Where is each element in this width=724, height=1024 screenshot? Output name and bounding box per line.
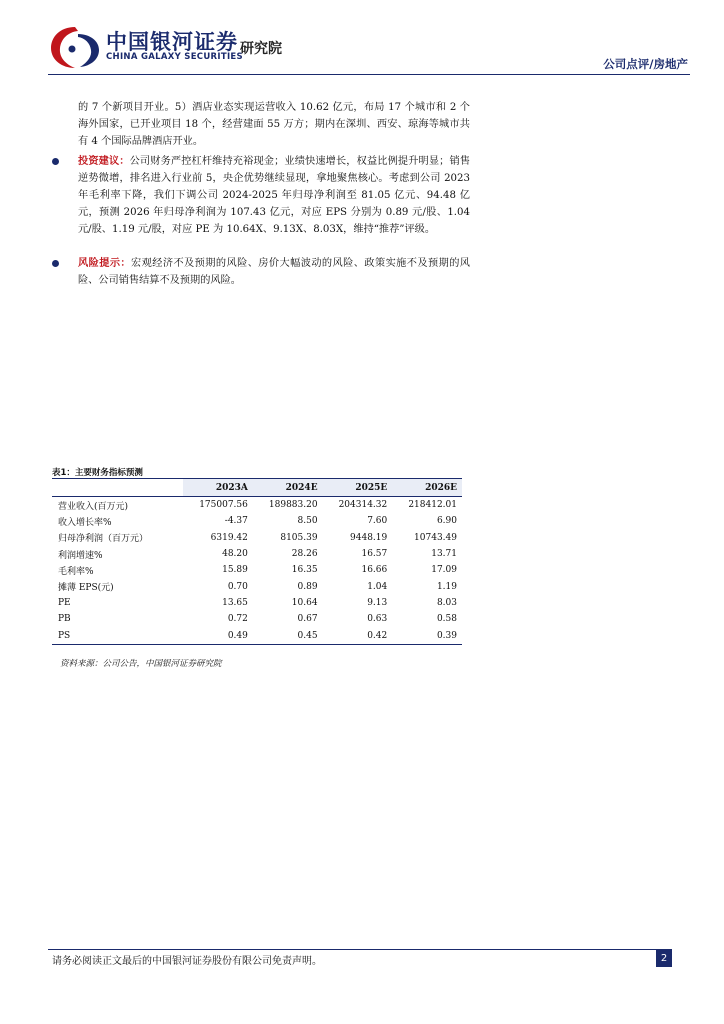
table-cell: 9.13 — [367, 597, 388, 608]
table-cell: 13.71 — [431, 549, 457, 560]
financial-forecast-table — [52, 478, 462, 645]
table-cell: 8.50 — [297, 516, 318, 527]
table-cell: 7.60 — [367, 516, 388, 527]
table-cell: 218412.01 — [408, 500, 457, 511]
row-label: 利润增速% — [58, 550, 103, 561]
brand-name-cn: 中国银河证券 — [106, 30, 238, 54]
table-cell: 15.89 — [222, 565, 248, 576]
bullet-risk-body: 宏观经济不及预期的风险、房价大幅波动的风险、政策实施不及预期的风险、公司销售结算不及预期的风险。 — [78, 258, 470, 286]
table-row — [52, 611, 462, 627]
table-row — [52, 595, 462, 611]
table-cell: 13.65 — [222, 597, 248, 608]
galaxy-logo-icon — [48, 24, 102, 70]
table-cell: 175007.56 — [199, 500, 248, 511]
bullet-risk-text — [78, 255, 470, 289]
page-number: 2 — [656, 950, 672, 967]
row-label: PE — [58, 597, 71, 608]
report-category: 公司点评/房地产 — [603, 57, 688, 71]
table-header-cell: 2024E — [253, 479, 323, 497]
table-row — [52, 513, 462, 529]
table-header-row — [52, 479, 462, 497]
bullet-risk-heading: 风险提示： — [78, 257, 132, 269]
table-cell: -4.37 — [224, 516, 248, 527]
table-cell: 0.39 — [392, 627, 462, 644]
table-cell: 0.70 — [227, 581, 248, 592]
table-cell: 0.58 — [436, 614, 457, 625]
table-cell: 0.67 — [297, 614, 318, 625]
table-cell: 8.03 — [436, 597, 457, 608]
table-cell: 6.90 — [436, 516, 457, 527]
table-cell: 48.20 — [222, 549, 248, 560]
row-label: 毛利率% — [58, 566, 94, 577]
table-row — [52, 562, 462, 578]
table-row — [52, 497, 462, 514]
bullet-investment-body: 公司财务严控杠杆维持充裕现金；业绩快速增长，权益比例提升明显；销售逆势微增，排名进入行业前 5，央企优势继续显现，拿地聚焦核心。考虑到公司 2023 年毛利率下降，我们下调公司 2024-2025 年归母净利润至 81.05 亿元、94.48 亿元，预测 2026 年归母净利润为 107.43 亿元，对应 EPS 分别为 0.89 元/股、1.04 元/股、1.19 元/股，对应 PE 为 10.64X、9.13X、8.03X，维持“推荐”评级。 — [78, 156, 471, 235]
table-header-cell: 2026E — [392, 479, 462, 497]
page-header — [0, 0, 724, 80]
table-header-cell — [52, 479, 183, 497]
footer-disclaimer: 请务必阅读正文最后的中国银河证券股份有限公司免责声明。 — [52, 956, 322, 967]
row-label: 归母净利润（百万元） — [58, 534, 149, 545]
row-label: 摊薄 EPS(元) — [58, 583, 114, 594]
brand-name-en: CHINA GALAXY SECURITIES — [106, 52, 243, 62]
table-row — [52, 530, 462, 546]
table-cell: 16.57 — [361, 549, 388, 560]
paragraph-hotel: 的 7 个新项目开业。5）酒店业态实现运营收入 10.62 亿元，布局 17 个城市和 2 个海外国家，已开业项目 18 个，经营建面 55 万方；期内在深圳、西安、琼海等城市共有 4 个国际品牌酒店开业。 — [78, 102, 470, 147]
table-header-cell: 2025E — [323, 479, 393, 497]
table-cell: 10743.49 — [414, 532, 457, 543]
row-label: 营业收入(百万元) — [58, 501, 129, 512]
table-cell: 204314.32 — [338, 500, 388, 511]
table-row — [52, 627, 462, 644]
table-cell: 0.63 — [367, 614, 388, 625]
bullet-investment-text — [78, 153, 470, 238]
table-cell: 0.49 — [183, 627, 253, 644]
table-source-note: 资料来源：公司公告，中国银河证券研究院 — [60, 659, 222, 669]
table-cell: 16.35 — [291, 565, 318, 576]
table-cell: 6319.42 — [210, 532, 248, 543]
bullet-dot-icon — [52, 158, 59, 165]
bullet-investment-heading: 投资建议： — [78, 155, 130, 167]
row-label: PS — [52, 627, 183, 644]
row-label: 收入增长率% — [58, 517, 112, 528]
table-title: 表1：主要财务指标预测 — [52, 468, 143, 478]
table-row — [52, 546, 462, 562]
table-cell: 10.64 — [291, 597, 318, 608]
table-cell: 8105.39 — [280, 532, 318, 543]
table-cell: 28.26 — [291, 549, 318, 560]
table-cell: 0.72 — [227, 614, 248, 625]
bullet-dot-icon — [52, 260, 59, 267]
table-cell: 9448.19 — [350, 532, 388, 543]
table-row — [52, 578, 462, 594]
institute-label: 研究院 — [240, 41, 282, 57]
row-label: PB — [58, 614, 71, 625]
table-header-cell: 2023A — [183, 479, 253, 497]
table-cell: 0.42 — [323, 627, 393, 644]
table-cell: 17.09 — [431, 565, 457, 576]
table-cell: 1.19 — [436, 581, 457, 592]
table-cell: 0.45 — [253, 627, 323, 644]
table-cell: 1.04 — [367, 581, 388, 592]
table-cell: 189883.20 — [268, 500, 318, 511]
table-cell: 16.66 — [361, 565, 388, 576]
header-divider — [48, 74, 690, 75]
table-cell: 0.89 — [297, 581, 318, 592]
footer-divider — [48, 949, 672, 950]
